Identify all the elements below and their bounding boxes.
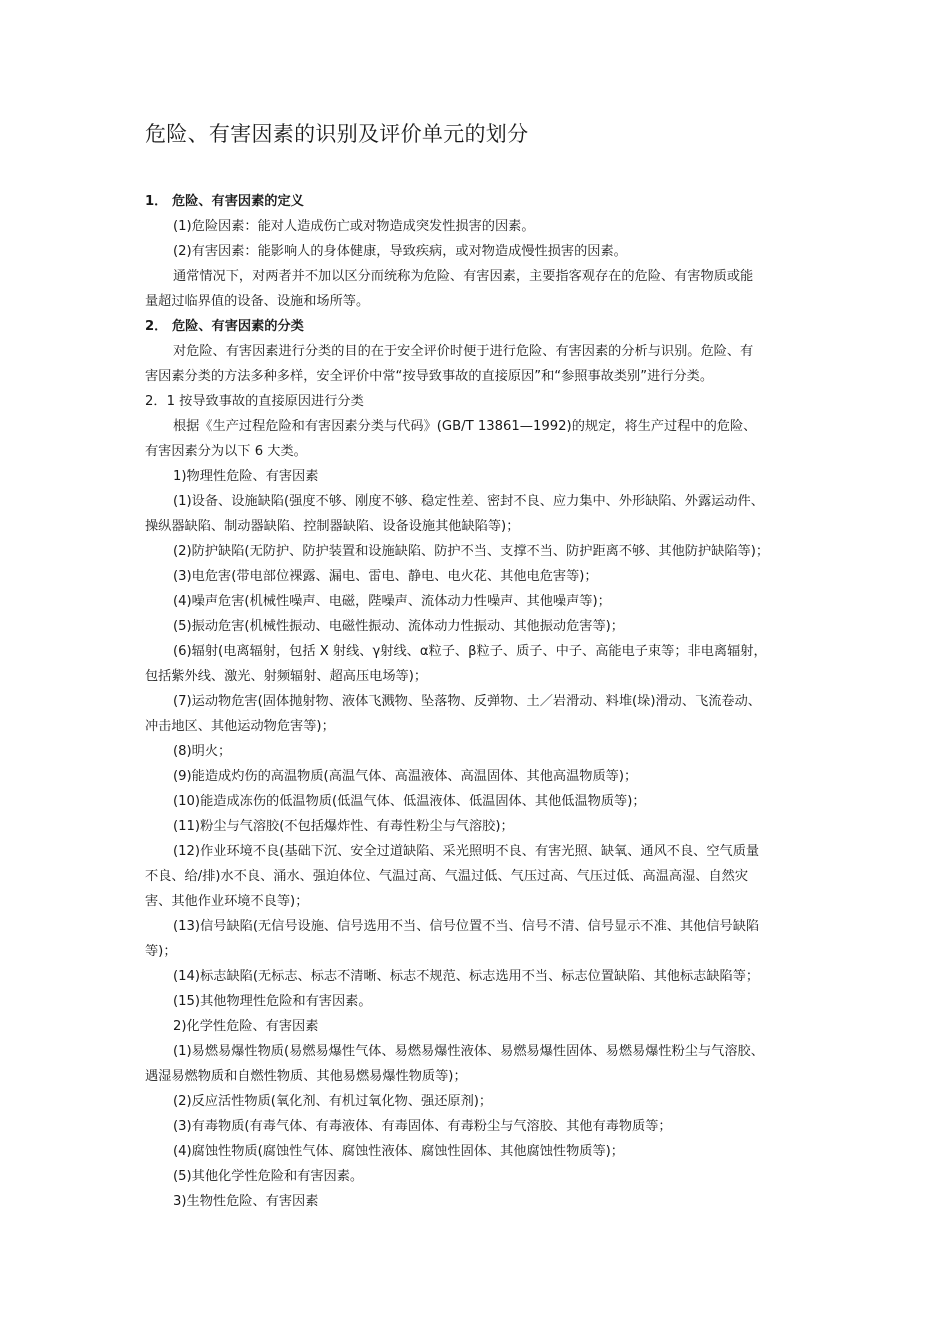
section-heading: 2． 危险、有害因素的分类 [145,319,304,334]
paragraph-line: (14)标志缺陷(无标志、标志不清晰、标志不规范、标志选用不当、标志位置缺陷、其他标志缺陷等； [173,969,760,984]
paragraph-line: (10)能造成冻伤的低温物质(低温气体、低温液体、低温固体、其他低温物质等)； [173,794,646,809]
paragraph-line: 3)生物性危险、有害因素 [173,1194,319,1209]
paragraph-line: (7)运动物危害(固体抛射物、液体飞溅物、坠落物、反弹物、土／岩滑动、料堆(垛)滑动、飞流卷动、 [173,694,761,709]
page-title: 危险、有害因素的识别及评价单元的划分 [145,122,529,146]
paragraph-line: 包括紫外线、激光、射频辐射、超高压电场等)； [145,669,428,684]
paragraph-line: 害、其他作业环境不良等)； [145,894,309,909]
paragraph-line: (6)辐射(电离辐射，包括 X 射线、γ射线、α粒子、β粒子、质子、中子、高能电子束等；非电离辐射， [173,644,767,659]
paragraph-line: 不良、给/排)水不良、涌水、强迫体位、气温过高、气温过低、气压过高、气压过低、高温高湿、自然灾 [145,869,749,884]
paragraph-line: 1)物理性危险、有害因素 [173,469,319,484]
paragraph-line: (1)危险因素：能对人造成伤亡或对物造成突发性损害的因素。 [173,219,535,234]
paragraph-line: (1)设备、设施缺陷(强度不够、刚度不够、稳定性差、密封不良、应力集中、外形缺陷、外露运动件、 [173,494,764,509]
paragraph-line: 2)化学性危险、有害因素 [173,1019,319,1034]
paragraph-line: (2)有害因素：能影响人的身体健康，导致疾病，或对物造成慢性损害的因素。 [173,244,627,259]
paragraph-line: (2)防护缺陷(无防护、防护装置和设施缺陷、防护不当、支撑不当、防护距离不够、其他防护缺陷等)； [173,544,770,559]
section-heading: 1． 危险、有害因素的定义 [145,194,304,209]
paragraph-line: (4)噪声危害(机械性噪声、电磁，陛噪声、流体动力性噪声、其他噪声等)； [173,594,611,609]
paragraph-line: (1)易燃易爆性物质(易燃易爆性气体、易燃易爆性液体、易燃易爆性固体、易燃易爆性粉尘与气溶胶、 [173,1044,764,1059]
paragraph-line: 通常情况下，对两者并不加以区分而统称为危险、有害因素，主要指客观存在的危险、有害物质或能 [173,269,754,284]
paragraph-line: 害因素分类的方法多种多样，安全评价中常“按导致事故的直接原因”和“参照事故类别”进行分类。 [145,369,714,384]
paragraph-line: (12)作业环境不良(基础下沉、安全过道缺陷、采光照明不良、有害光照、缺氧、通风不良、空气质量 [173,844,760,859]
paragraph-line: 操纵器缺陷、制动器缺陷、控制器缺陷、设备设施其他缺陷等)； [145,519,520,534]
paragraph-line: 量超过临界值的设备、设施和场所等。 [145,294,370,309]
paragraph-line: (5)其他化学性危险和有害因素。 [173,1169,364,1184]
paragraph-line: (5)振动危害(机械性振动、电磁性振动、流体动力性振动、其他振动危害等)； [173,619,624,634]
paragraph-line: (9)能造成灼伤的高温物质(高温气体、高温液体、高温固体、其他高温物质等)； [173,769,638,784]
paragraph-line: 2．1 按导致事故的直接原因进行分类 [145,394,364,409]
paragraph-line: 遇湿易燃物质和自燃性物质、其他易燃易爆性物质等)； [145,1069,467,1084]
paragraph-line: (3)有毒物质(有毒气体、有毒液体、有毒固体、有毒粉尘与气溶胶、其他有毒物质等； [173,1119,672,1134]
paragraph-line: (13)信号缺陷(无信号设施、信号选用不当、信号位置不当、信号不清、信号显示不准、其他信号缺陷 [173,919,760,934]
paragraph-line: (8)明火； [173,744,232,759]
paragraph-line: 对危险、有害因素进行分类的目的在于安全评价时便于进行危险、有害因素的分析与识别。危险、有 [173,344,754,359]
paragraph-line: 有害因素分为以下 6 大类。 [145,444,307,459]
paragraph-line: 冲击地区、其他运动物危害等)； [145,719,335,734]
paragraph-line: (3)电危害(带电部位裸露、漏电、雷电、静电、电火花、其他电危害等)； [173,569,598,584]
paragraph-line: (15)其他物理性危险和有害因素。 [173,994,372,1009]
paragraph-line: 根据《生产过程危险和有害因素分类与代码》(GB/T 13861—1992)的规定，将生产过程中的危险、 [173,419,757,434]
paragraph-line: (4)腐蚀性物质(腐蚀性气体、腐蚀性液体、腐蚀性固体、其他腐蚀性物质等)； [173,1144,624,1159]
paragraph-line: (2)反应活性物质(氧化剂、有机过氧化物、强还原剂)； [173,1094,493,1109]
paragraph-line: 等)； [145,944,177,959]
paragraph-line: (11)粉尘与气溶胶(不包括爆炸性、有毒性粉尘与气溶胶)； [173,819,514,834]
